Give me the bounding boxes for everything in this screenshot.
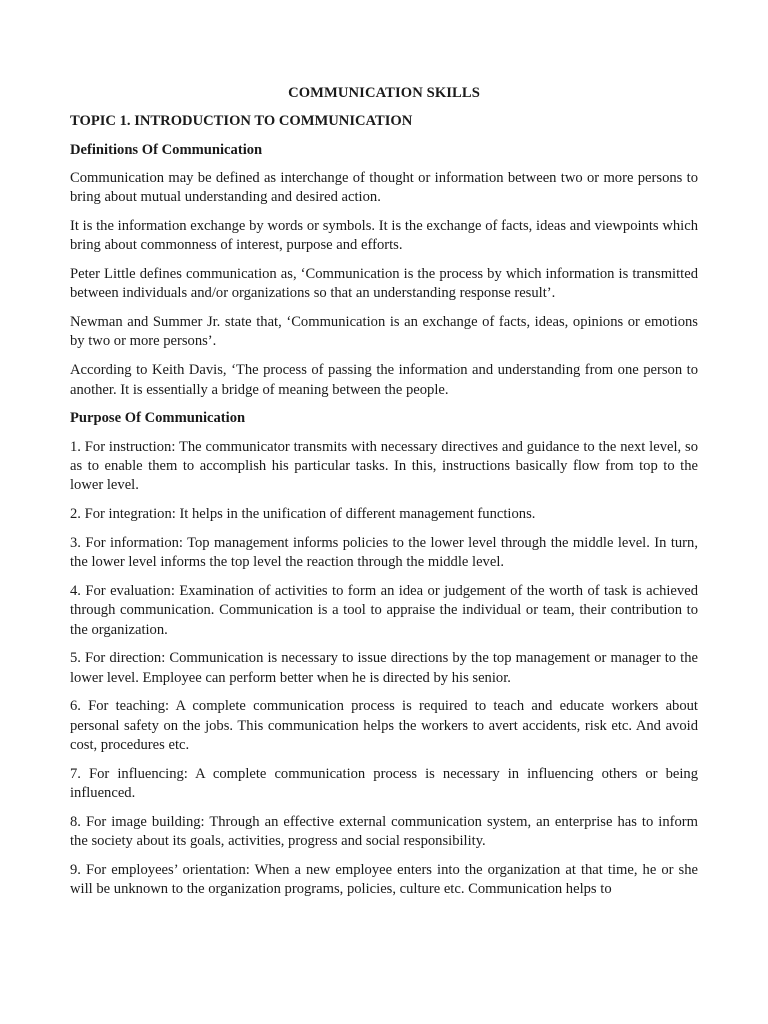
definition-paragraph: Newman and Summer Jr. state that, ‘Communication is an exchange of facts, ideas, opinions or emotions by two or more persons’. (70, 314, 698, 350)
purpose-item: 9. For employees’ orientation: When a new employee enters into the organization at that time, he or she will be unknown to the organization programs, policies, culture etc. Communication helps to (70, 862, 698, 898)
definition-paragraph: It is the information exchange by words or symbols. It is the exchange of facts, ideas and viewpoints which bring about commonness of interest, purpose and efforts. (70, 217, 698, 254)
definition-paragraph: Communication may be defined as interchange of thought or information between two or more persons to bring about mutual understanding and desired action. (70, 169, 698, 206)
topic-heading: TOPIC 1. INTRODUCTION TO COMMUNICATION (70, 113, 413, 130)
purpose-item: 1. For instruction: The communicator transmits with necessary directives and guidance to the next level, so as to enable them to accomplish his particular tasks. In this, instructions basically flow from top to the lower level. (70, 438, 698, 494)
purpose-item: 3. For information: Top management informs policies to the lower level through the middle level. In turn, the lower level informs the top level the reaction through the middle level. (70, 534, 698, 571)
purpose-item: 4. For evaluation: Examination of activities to form an idea or judgement of the worth of task is achieved through communication. Communication is a tool to appraise the individual or team, their contribution to the organization. (70, 582, 698, 638)
purpose-item: 7. For influencing: A complete communication process is necessary in influencing others or being influenced. (70, 765, 698, 802)
definition-paragraph: According to Keith Davis, ‘The process of passing the information and understanding from one person to another. It is essentially a bridge of meaning between the people. (70, 362, 698, 398)
purpose-item: 2. For integration: It helps in the unification of different management functions. (70, 506, 536, 523)
section-heading-purpose: Purpose Of Communication (70, 410, 246, 427)
purpose-item: 8. For image building: Through an effective external communication system, an enterprise has to inform the society about its goals, activities, progress and social responsibility. (70, 813, 698, 850)
section-heading-definitions: Definitions Of Communication (70, 141, 263, 158)
definition-paragraph: Peter Little defines communication as, ‘Communication is the process by which information is transmitted between individuals and/or organizations so that an understanding response result’. (70, 266, 698, 302)
purpose-item: 6. For teaching: A complete communication process is required to teach and educate workers about personal safety on the jobs. This communication helps the workers to avert accidents, risk etc. And avoid cost, procedures etc. (70, 698, 698, 754)
purpose-item: 5. For direction: Communication is necessary to issue directions by the top management or manager to the lower level. Employee can perform better when he is directed by his senior. (70, 650, 698, 686)
document-title: COMMUNICATION SKILLS (288, 85, 480, 101)
page-content (70, 84, 698, 909)
